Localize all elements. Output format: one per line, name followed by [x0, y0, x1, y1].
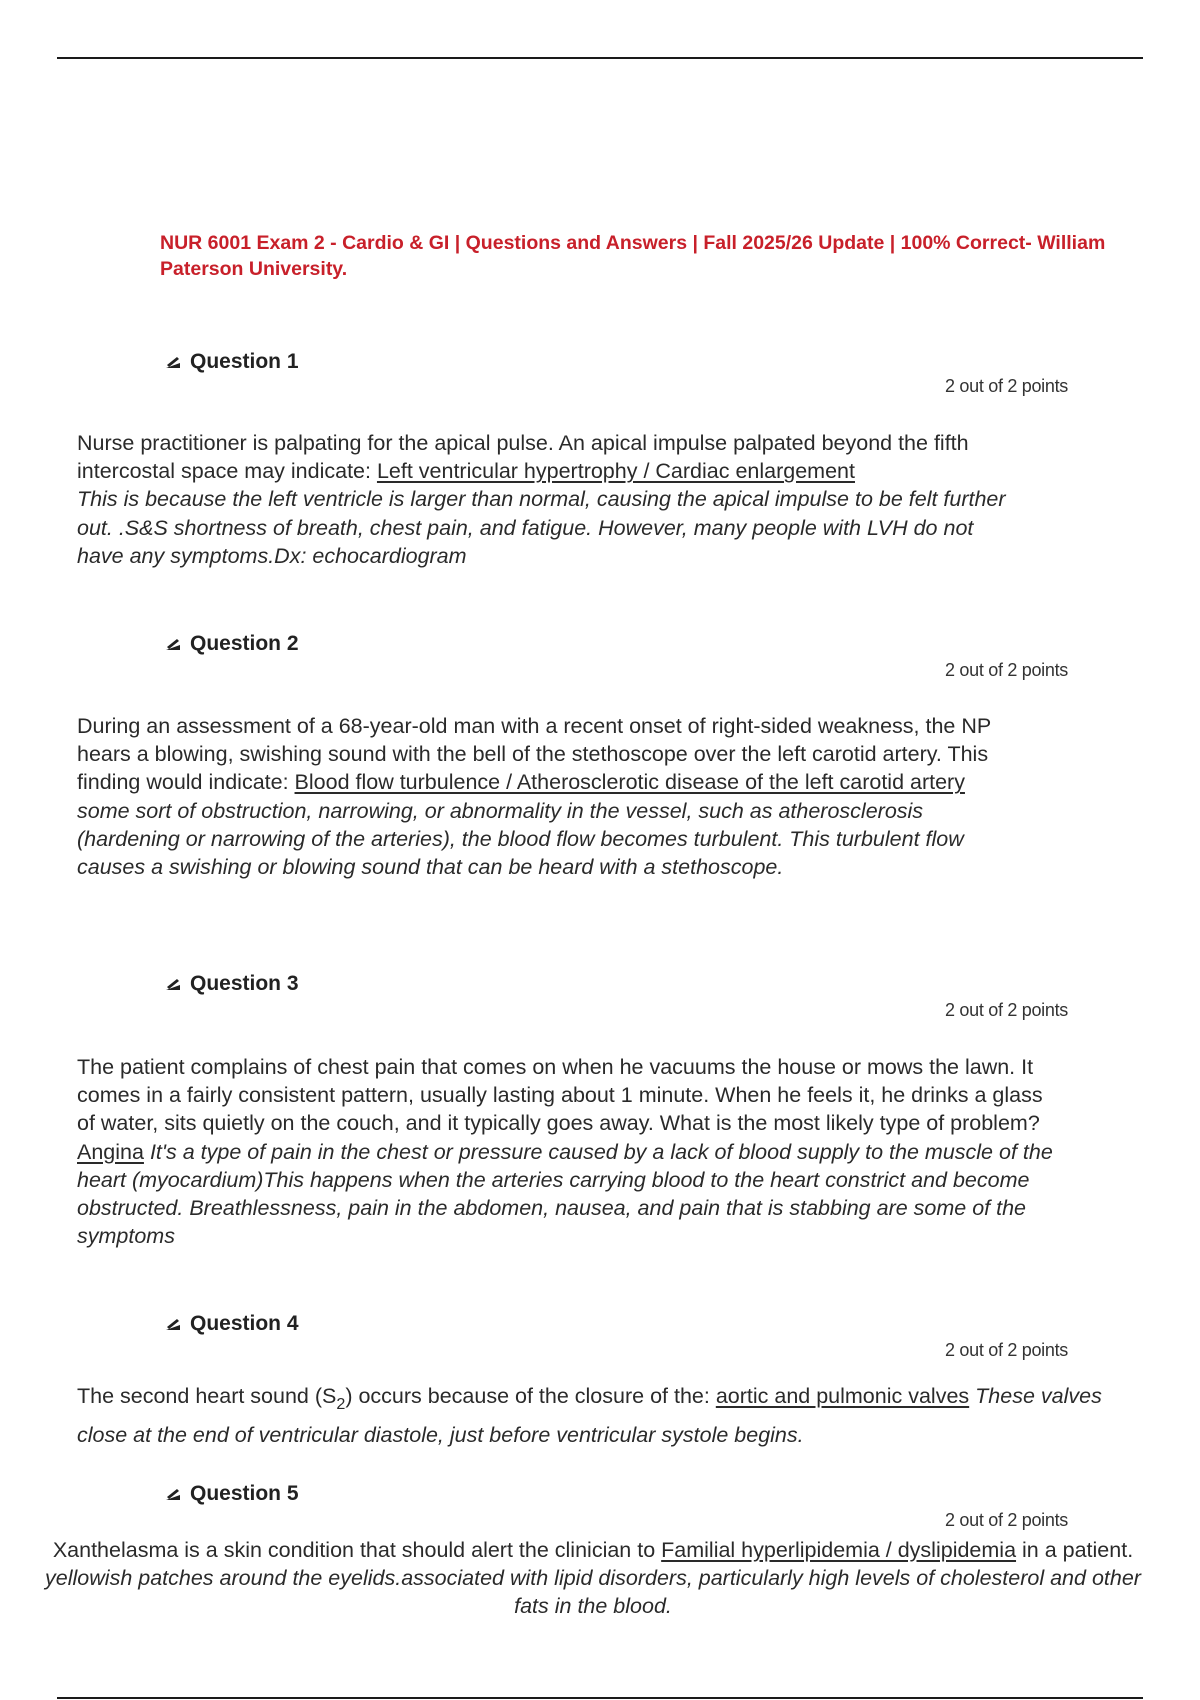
question-2-answer: Blood flow turbulence / Atherosclerotic disease of the left carotid artery: [294, 770, 965, 795]
question-3-text: The patient complains of chest pain that comes on when he vacuums the house or mows the lawn. It comes in a fairly consistent pattern, usually lasting about 1 minute. When he feels it, he drinks a glass of water, sits quietly on the couch, and it typically goes away. What is the most likely type of problem?: [77, 1055, 1043, 1136]
question-4-subscript: 2: [336, 1395, 346, 1413]
question-1-label: Question 1: [190, 350, 299, 373]
question-3-body: [77, 1053, 1062, 1250]
question-4-body: [77, 1381, 1137, 1451]
question-5-body: [28, 1536, 1158, 1621]
top-rule: [57, 57, 1143, 59]
pencil-page-icon: [165, 1487, 181, 1501]
question-5-explanation: yellowish patches around the eyelids.associated with lipid disorders, particularly high levels of cholesterol and other fats in the blood.: [45, 1566, 1141, 1619]
question-5-header: [165, 1482, 299, 1506]
question-1-answer: Left ventricular hypertrophy / Cardiac enlargement: [376, 459, 855, 484]
question-4-header: [165, 1312, 299, 1336]
question-2-body: [77, 712, 1012, 881]
question-4-points: 2 out of 2 points: [945, 1340, 1068, 1360]
question-2-header: [165, 632, 299, 656]
question-5-label: Question 5: [190, 1482, 299, 1505]
pencil-page-icon: [165, 637, 181, 651]
question-4-label: Question 4: [190, 1312, 299, 1335]
question-5-text: Xanthelasma is a skin condition that should alert the clinician to: [52, 1538, 662, 1562]
pencil-page-icon: [165, 355, 181, 369]
question-1-body: [77, 429, 1022, 570]
question-1-explanation: This is because the left ventricle is larger than normal, causing the apical impulse to be felt further out. .S&S shortness of breath, chest pain, and fatigue. However, many people with LVH do not have any symptoms.Dx: echocardiogram: [77, 487, 1006, 568]
question-5-points: 2 out of 2 points: [945, 1510, 1068, 1530]
question-2-explanation: some sort of obstruction, narrowing, or abnormality in the vessel, such as atherosclerosis (hardening or narrowing of the arteries), the blood flow becomes turbulent. This turbulent flow causes a swishing or blowing sound that can be heard with a stethoscope.: [77, 798, 964, 880]
question-3-answer: Angina: [77, 1139, 144, 1164]
question-4-text-after: ) occurs because of the closure of the:: [345, 1384, 716, 1408]
question-5-answer: Familial hyperlipidemia / dyslipidemia: [661, 1538, 1017, 1562]
question-4-answer: aortic and pulmonic valves: [715, 1384, 970, 1408]
question-1-points: 2 out of 2 points: [945, 376, 1068, 396]
question-3-label: Question 3: [190, 972, 299, 995]
question-1-text: Nurse practitioner is palpating for the apical pulse. An apical impulse palpated beyond the fifth intercostal space may indicate:: [77, 431, 969, 484]
question-4-text: The second heart sound (S: [77, 1384, 337, 1408]
question-5-text-after: in a patient.: [1016, 1538, 1134, 1562]
question-3-header: [165, 972, 299, 996]
pencil-page-icon: [165, 1317, 181, 1331]
question-4-explanation: These valves close at the end of ventricular diastole, just before ventricular systole begins.: [77, 1384, 1102, 1447]
question-1-header: [165, 350, 299, 374]
question-3-points: 2 out of 2 points: [945, 1000, 1068, 1020]
question-2-label: Question 2: [190, 632, 299, 655]
bottom-rule: [57, 1697, 1143, 1699]
question-2-points: 2 out of 2 points: [945, 660, 1068, 680]
question-3-explanation: It's a type of pain in the chest or pressure caused by a lack of blood supply to the muscle of the heart (myocardium)This happens when the arteries carrying blood to the heart constrict and become obstructed. Breathlessness, pain in the abdomen, nausea, and pain that is stabbing are some of the symptoms: [77, 1139, 1053, 1249]
document-title: NUR 6001 Exam 2 - Cardio & GI | Questions and Answers | Fall 2025/26 Update | 100% Correct- William Paterson University.: [160, 232, 1106, 280]
question-2-text: During an assessment of a 68-year-old man with a recent onset of right-sided weakness, the NP hears a blowing, swishing sound with the bell of the stethoscope over the left carotid artery. This finding would indicate:: [77, 714, 991, 795]
pencil-page-icon: [165, 977, 181, 991]
